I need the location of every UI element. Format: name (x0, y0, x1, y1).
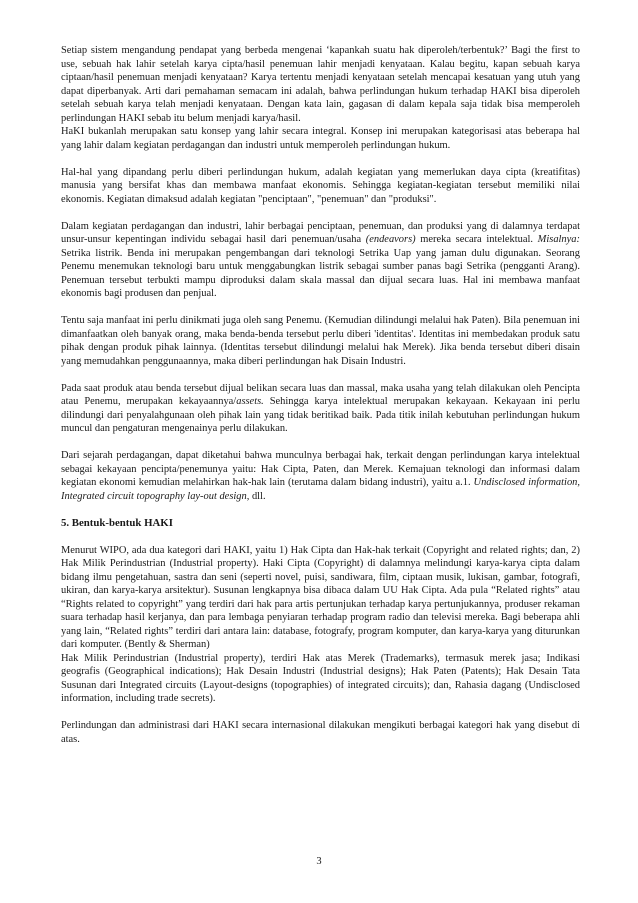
text-run: Setrika listrik. Benda ini merupakan pengembangan dari teknologi Setrika Uap yang jaman dulu digunakan. Seorang Penemu menemukan teknologi baru untuk menggabungkan listrik sebagai sumber panas bagi Setrika (pengganti Arang). Penemuan tersebut terbukti mampu diproduksi dalam skala massal dan dijual secara luas. Hal ini membawa manfaat ekonomis bagi produsen dan penjual. (61, 247, 580, 299)
paragraph-perlindungan-hukum: Hal-hal yang dipandang perlu diberi perlindungan hukum, adalah kegiatan yang memerlukan daya cipta (kreatifitas) manusia yang bersifat khas dan membawa manfaat ekonomis. Sehingga kegiatan-kegiatan tersebut memiliki nilai ekonomis. Kegiatan dimaksud adalah kegiatan "penciptaan", "penemuan" dan "produksi". (61, 166, 580, 205)
section-heading: 5. Bentuk-bentuk HAKI (61, 516, 173, 529)
italic-assets: assets. (236, 396, 264, 407)
italic-endeavors: (endeavors) (365, 234, 416, 245)
paragraph-wipo-kategori: Menurut WIPO, ada dua kategori dari HAKI, yaitu 1) Hak Cipta dan Hak-hak terkait (Copyright and related rights; dan, 2) Hak Milik Perindustrian (Industrial property). Haki Cipta (Copyright) di dalamnya melindungi karya-karya cipta dalam bidang ilmu pengetahuan, sastra dan seni (seperti novel, puisi, sandiwara, film, ciptaan musik, lukisan, gambar, fotografi, ukiran, dan karya-karya arsitektur). Susunan lengkapnya bisa dibaca dalam UU Hak Cipta. Ada pula “Related rights” atau “Rights related to copyright” yang terdiri dari hak para artis pertunjukan terhadap karya pertunjukannya, produser rekaman suara terhadap hasil kerjanya, dan para lembaga penyiaran terhadap program radio dan televisi mereka. Bagi beberapa ahli yang lain, “Related rights” terdiri dari antara lain: database, fotografy, program komputer, dan karya-karya yang diturunkan dari komputer. (Bently & Sherman) (61, 544, 580, 650)
text-run: dll. (249, 490, 266, 502)
paragraph-kekayaan (61, 382, 580, 436)
text-run: Sehingga karya intelektual merupakan kekayaan. Kekayaan ini perlu dilindungi dari penyalahgunaan oleh pihak lain yang tidak beritikad baik. Pada titik inilah kebutuhan perlindungan hukum muncul dan pengaturan mengenainya perlu dilakukan. (61, 396, 580, 434)
paragraph-perlindungan-internasional: Perlindungan dan administrasi dari HAKI secara internasional dilakukan mengikuti berbagai kategori hak yang disebut di atas. (61, 720, 580, 745)
document-page (61, 44, 580, 760)
italic-undisclosed: Undisclosed information, Integrated circuit topography lay-out design, (61, 477, 580, 502)
paragraph-hak-milik-perindustrian: Hak Milik Perindustrian (Industrial property), terdiri Hak atas Merek (Trademarks), termasuk merek jasa; Indikasi geografis (Geographical indications); Hak Desain Industri (Industrial designs); Hak Paten (Patents); Hak Desain Tata Susunan dari Integrated circuits (Layout-designs (topographies) of integrated circuits); dan, Rahasia dagang (Undisclosed information, including trade secrets). (61, 652, 580, 704)
paragraph-haki-konsep: HaKI bukanlah merupakan satu konsep yang lahir secara integral. Konsep ini merupakan kategorisasi atas beberapa hal yang lahir dalam kegiatan perdagangan dan industri untuk memperoleh perlindungan hukum. (61, 126, 580, 151)
text-run: Dalam kegiatan perdagangan dan industri, lahir berbagai penciptaan, penemuan, dan produksi yang di dalamnya terdapat unsur-unsur kepentingan individu sebagai hasil dari penemuan/usaha (61, 220, 580, 245)
paragraph-kapan-hak-diperoleh: Setiap sistem mengandung pendapat yang berbeda mengenai ‘kapankah suatu hak diperoleh/terbentuk?’ Bagi the first to use, sebuah hak lahir setelah karya cipta/hasil penemuan lahir menjadi kenyataan. Kalau begitu, kapan sebuah karya ciptaan/hasil penemuan menjadi kenyataan? Karya tertentu menjadi kenyataan setelah mencapai kesatuan yang utuh yang dapat diperbanyak. Arti dari pemahaman semacam ini adalah, bahwa perlindungan hukum terhadap HAKI bisa diperoleh setelah sebuah karya telah menjadi kenyataan. Dengan kata lain, gagasan di dalam kepala saja tidak bisa memperoleh perlindungan HAKI sebab itu belum menjadi karya/hasil. (61, 45, 580, 124)
paragraph-manfaat-penemu: Tentu saja manfaat ini perlu dinikmati juga oleh sang Penemu. (Kemudian dilindungi melalui hak Paten). Bila penemuan ini dimanfaatkan oleh banyak orang, maka benda-benda tersebut perlu diberi 'identitas'. Identitas ini membedakan produk satu pihak dengan produk pihak lainnya. (Identitas tersebut dilindungi melalui hak Merek). Jika benda tersebut diberi disain yang memudahkan penggunaannya, maka diberi perlindungan hak Disain Industri. (61, 315, 580, 367)
text-run: mereka secara intelektual. (415, 234, 538, 245)
page-number: 3 (316, 856, 322, 867)
text-run: Pada saat produk atau benda tersebut dijual belikan secara luas dan massal, maka usaha yang telah dilakukan oleh Pencipta atau Penemu, merupakan kekayaannya/ (61, 382, 580, 407)
paragraph-sejarah-perdagangan (61, 449, 580, 503)
paragraph-kegiatan-perdagangan (61, 220, 580, 301)
italic-misalnya: Misalnya: (537, 234, 580, 245)
text-run: Dari sejarah perdagangan, dapat diketahui bahwa munculnya berbagai hak, terkait dengan perlindungan karya intelektual sebagai kekayaan pencipta/penemunya yaitu: Hak Cipta, Paten, dan Merek. Kemajuan teknologi dan informasi dalam kegiatan ekonomi kemudian melahirkan hak-hak lain (terutama dalam bidang industri), yaitu a.1. (61, 450, 580, 488)
